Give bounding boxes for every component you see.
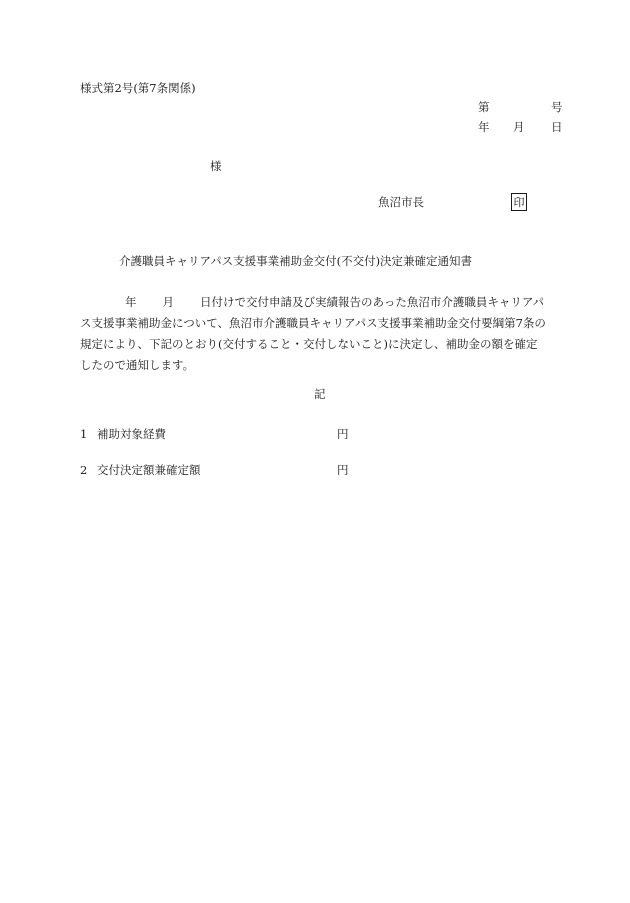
body-line-3: 規定により、下記のとおり(交付すること・交付しないこと)に決定し、補助金の額を確定 <box>80 337 538 351</box>
body-line-1 <box>80 292 562 313</box>
issuer-title: 魚沼市長 <box>378 195 424 209</box>
item-label: 交付決定額兼確定額 <box>97 463 201 477</box>
body-line-4: したので通知します。 <box>80 358 195 372</box>
ki-heading: 記 <box>314 387 326 401</box>
document-number-suffix: 号 <box>551 100 563 114</box>
document-number-prefix: 第 <box>478 100 490 114</box>
item-unit: 円 <box>337 463 349 477</box>
date-day-label: 日 <box>551 120 563 134</box>
form-number-label: 様式第2号(第7条関係) <box>80 81 196 95</box>
date-month-label: 月 <box>513 120 525 134</box>
document-title: 介護職員キャリアパス支援事業補助金交付(不交付)決定兼確定通知書 <box>119 254 473 268</box>
item-unit: 円 <box>337 427 349 441</box>
seal-mark: 印 <box>511 193 527 211</box>
body-line-2: ス支援事業補助金について、魚沼市介護職員キャリアパス支援事業補助金交付要綱第7条の <box>80 316 546 330</box>
body-paragraph <box>80 292 562 376</box>
date-year-label: 年 <box>478 120 490 134</box>
body-line-1-text: 日付けで交付申請及び実績報告のあった魚沼市介護職員キャリアパ <box>200 295 544 309</box>
body-month-label: 月 <box>162 295 174 309</box>
item-label: 補助対象経費 <box>97 427 166 441</box>
addressee-honorific: 様 <box>210 159 222 173</box>
item-number: 1 <box>80 427 88 441</box>
item-number: 2 <box>80 463 88 477</box>
body-year-label: 年 <box>125 295 137 309</box>
